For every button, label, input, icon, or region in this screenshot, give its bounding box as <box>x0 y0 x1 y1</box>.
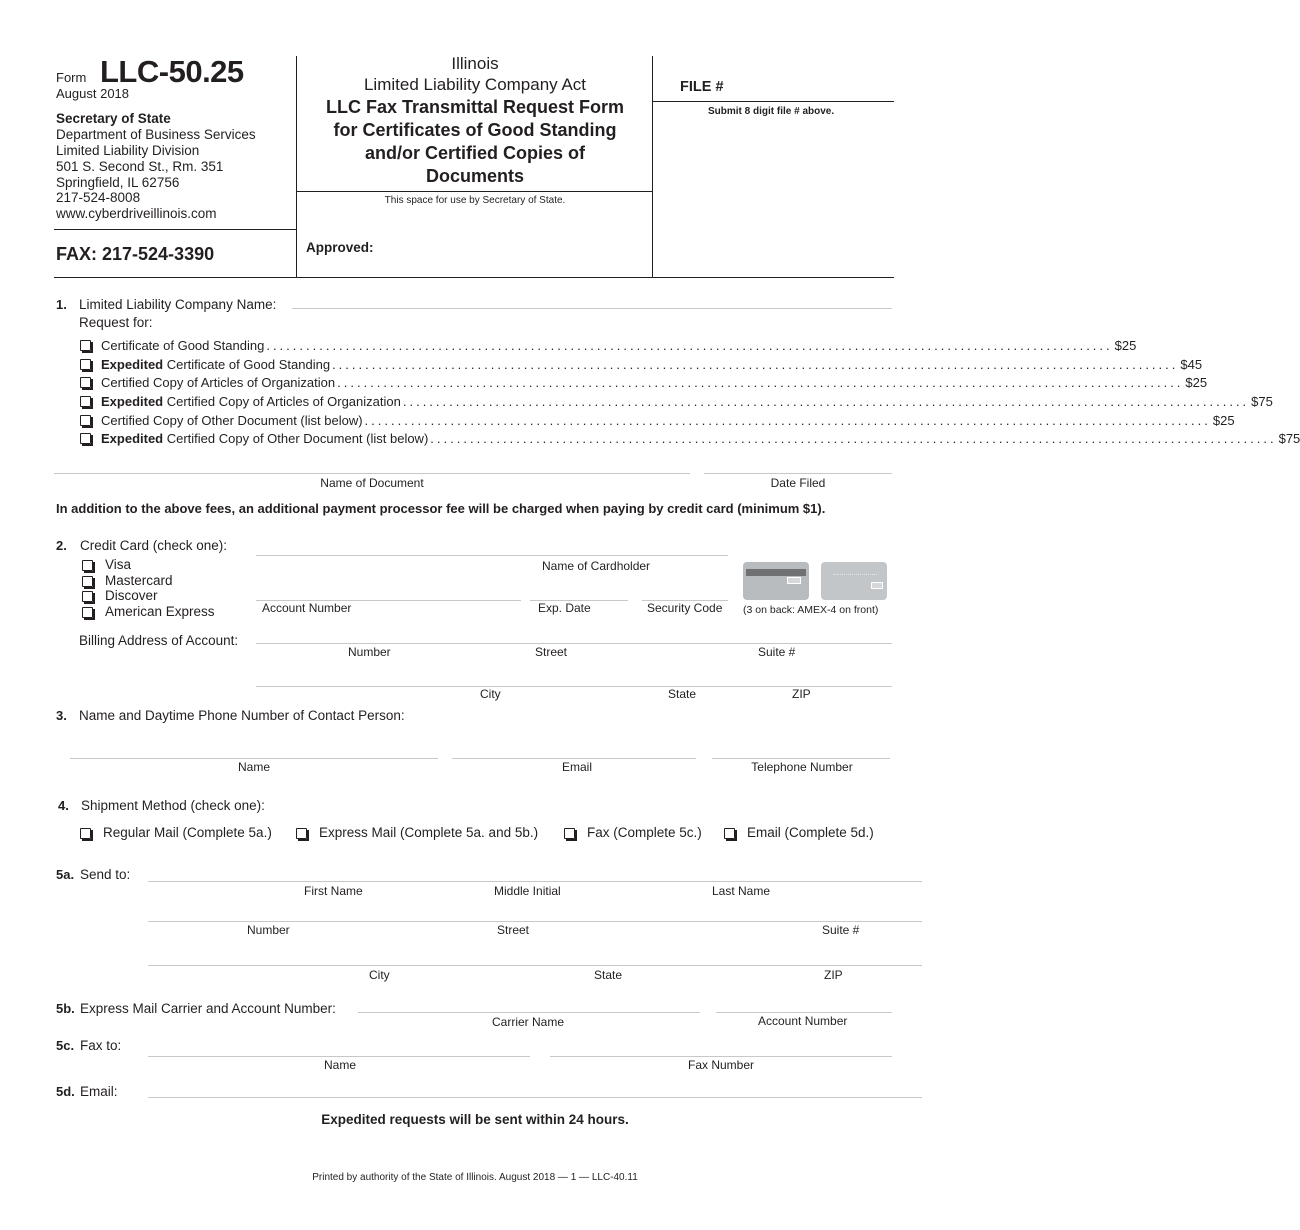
shipment-option-fax[interactable] <box>564 825 702 840</box>
fax-number-caption: Fax Number <box>688 1058 755 1072</box>
file-number-note: Submit 8 digit file # above. <box>708 106 835 117</box>
option-price: $45 <box>1180 357 1203 372</box>
form-title-line: Documents <box>425 166 524 186</box>
request-option[interactable] <box>80 411 1235 430</box>
office-name: Secretary of State <box>56 111 171 126</box>
last-name-caption: Last Name <box>712 884 771 898</box>
option-label: Express Mail (Complete 5a. and 5b.) <box>319 825 539 840</box>
option-label: Certified Copy of Articles of Organization <box>101 375 336 390</box>
billing-street-caption: Street <box>535 645 568 659</box>
request-option[interactable] <box>80 373 1208 392</box>
leader-dots: ................................................................................................................................ <box>402 394 1250 409</box>
fax-number: FAX: 217-524-3390 <box>56 244 215 264</box>
divider <box>54 229 297 230</box>
date-filed-caption: Date Filed <box>770 476 826 490</box>
section-number: 5a. <box>56 867 75 882</box>
divider <box>652 56 653 278</box>
exp-date-caption: Exp. Date <box>538 601 591 615</box>
checkbox[interactable] <box>80 828 91 839</box>
number-caption: Number <box>247 923 290 937</box>
divider <box>296 56 297 278</box>
card-back-icon <box>743 562 809 600</box>
option-label: Certified Copy of Articles of Organization <box>163 394 401 409</box>
contact-label: Name and Daytime Phone Number of Contact Person: <box>79 708 405 723</box>
address-line: 501 S. Second St., Rm. 351 <box>56 159 224 174</box>
street-caption: Street <box>497 923 530 937</box>
request-option[interactable] <box>80 336 1137 355</box>
divider <box>297 191 653 192</box>
option-price: $75 <box>1278 431 1300 446</box>
cardholder-caption: Name of Cardholder <box>542 559 651 573</box>
fax-to-label: Fax to: <box>80 1038 122 1053</box>
middle-initial-caption: Middle Initial <box>494 884 561 898</box>
billing-city-caption: City <box>480 687 501 701</box>
checkbox[interactable] <box>82 607 93 618</box>
leader-dots: ................................................................................................................................ <box>430 431 1277 446</box>
section-number: 4. <box>58 798 69 813</box>
card-label: Mastercard <box>105 573 173 588</box>
form-word: Form <box>56 70 87 85</box>
billing-address-line1-field[interactable] <box>256 643 892 644</box>
expedited-label: Expedited <box>101 394 164 409</box>
address-line: Springfield, IL 62756 <box>56 175 180 190</box>
section-number: 3. <box>56 708 67 723</box>
document-name-caption: Name of Document <box>320 476 424 490</box>
card-label: Visa <box>105 557 132 572</box>
checkbox[interactable] <box>80 377 91 388</box>
checkbox[interactable] <box>80 415 91 426</box>
section-number: 2. <box>56 538 67 553</box>
contact-phone-field[interactable] <box>712 758 890 759</box>
checkbox[interactable] <box>80 359 91 370</box>
shipment-option-express[interactable] <box>296 825 538 840</box>
form-number: LLC-50.25 <box>100 54 244 89</box>
carrier-name-field[interactable] <box>358 1012 700 1013</box>
card-label: American Express <box>105 604 215 619</box>
zip-caption: ZIP <box>824 968 843 982</box>
expedite-note: Expedited requests will be sent within 24 hours. <box>321 1112 629 1127</box>
billing-number-caption: Number <box>348 645 391 659</box>
request-option[interactable] <box>80 429 1300 448</box>
section-number: 5d. <box>56 1084 75 1099</box>
billing-suite-caption: Suite # <box>758 645 796 659</box>
checkbox[interactable] <box>80 396 91 407</box>
llc-name-field[interactable] <box>292 308 892 309</box>
address-line: Limited Liability Division <box>56 143 200 158</box>
shipment-option-email[interactable] <box>724 825 874 840</box>
form-title-line: LLC Fax Transmittal Request Form <box>325 97 625 117</box>
footer: Printed by authority of the State of Illinois. August 2018 — 1 — LLC-40.11 <box>312 1172 638 1183</box>
option-label: Certified Copy of Other Document (list below) <box>163 431 429 446</box>
fee-note: In addition to the above fees, an additional payment processor fee will be charged when paying by credit card (minimum $1). <box>56 501 826 516</box>
shipment-option-regular[interactable] <box>80 825 272 840</box>
account-number-caption: Account Number <box>262 601 352 615</box>
email-label: Email: <box>80 1084 118 1099</box>
shipment-label: Shipment Method (check one): <box>81 798 265 813</box>
form-title-line: and/or Certified Copies of <box>364 143 586 163</box>
checkbox[interactable] <box>80 340 91 351</box>
section-number: 5c. <box>56 1038 75 1053</box>
option-label: Certificate of Good Standing <box>101 338 265 353</box>
leader-dots: ................................................................................................................................ <box>332 357 1179 372</box>
sos-use-note: This space for use by Secretary of State. <box>384 195 566 206</box>
send-to-city-field[interactable] <box>148 965 922 966</box>
form-date: August 2018 <box>56 86 130 101</box>
checkbox[interactable] <box>724 828 735 839</box>
fax-number-field[interactable] <box>550 1056 892 1057</box>
card-option-visa[interactable] <box>82 557 131 572</box>
contact-email-caption: Email <box>561 760 592 774</box>
fax-name-caption: Name <box>324 1058 357 1072</box>
suite-caption: Suite # <box>822 923 860 937</box>
card-option-amex[interactable] <box>82 604 215 619</box>
file-number-field[interactable] <box>653 101 894 102</box>
security-code-caption: Security Code <box>647 601 723 615</box>
carrier-name-caption: Carrier Name <box>492 1015 565 1029</box>
state-name: Illinois <box>451 54 499 73</box>
file-number-label: FILE # <box>680 79 724 95</box>
option-price: $25 <box>1185 375 1208 390</box>
card-option-discover[interactable] <box>82 588 158 603</box>
address-line: Department of Business Services <box>56 127 256 142</box>
billing-zip-caption: ZIP <box>792 687 811 701</box>
phone-number: 217-524-8008 <box>56 190 141 205</box>
header-bottom-rule <box>54 277 894 278</box>
leader-dots: ................................................................................................................................ <box>266 338 1113 353</box>
carrier-account-field[interactable] <box>716 1012 892 1013</box>
expedited-label: Expedited <box>101 357 164 372</box>
state-caption: State <box>594 968 623 982</box>
contact-name-caption: Name <box>237 760 270 774</box>
checkbox[interactable] <box>564 828 575 839</box>
section-number: 5b. <box>56 1001 75 1016</box>
city-caption: City <box>369 968 390 982</box>
billing-address-label: Billing Address of Account: <box>79 633 239 648</box>
option-price: $25 <box>1114 338 1137 353</box>
website: www.cyberdriveillinois.com <box>56 206 217 221</box>
email-field[interactable] <box>148 1097 922 1098</box>
contact-email-field[interactable] <box>452 758 696 759</box>
checkbox[interactable] <box>82 560 93 571</box>
first-name-caption: First Name <box>304 884 363 898</box>
express-carrier-label: Express Mail Carrier and Account Number: <box>80 1001 336 1016</box>
credit-card-label: Credit Card (check one): <box>80 538 228 553</box>
leader-dots: ................................................................................................................................ <box>364 413 1211 428</box>
option-price: $25 <box>1212 413 1235 428</box>
carrier-account-caption: Account Number <box>758 1014 848 1028</box>
request-option[interactable] <box>80 355 1203 374</box>
option-label: Email (Complete 5d.) <box>747 825 874 840</box>
option-price: $75 <box>1251 394 1273 409</box>
fax-name-field[interactable] <box>148 1056 530 1057</box>
checkbox[interactable] <box>82 576 93 587</box>
document-name-field[interactable] <box>54 473 690 474</box>
send-to-label: Send to: <box>80 867 131 882</box>
cardholder-name-field[interactable] <box>256 555 728 556</box>
send-to-name-field[interactable] <box>148 881 922 882</box>
contact-phone-caption: Telephone Number <box>751 760 853 774</box>
send-to-address-field[interactable] <box>148 921 922 922</box>
act-name: Limited Liability Company Act <box>363 75 587 94</box>
leader-dots: ................................................................................................................................ <box>337 375 1184 390</box>
request-option[interactable] <box>80 392 1273 411</box>
approved-label: Approved: <box>306 240 374 255</box>
card-label: Discover <box>105 588 158 603</box>
option-label: Certificate of Good Standing <box>163 357 331 372</box>
checkbox[interactable] <box>296 828 307 839</box>
section-number: 1. <box>56 297 67 312</box>
card-option-mastercard[interactable] <box>82 573 173 588</box>
contact-name-field[interactable] <box>70 758 438 759</box>
security-code-note: (3 on back: AMEX-4 on front) <box>743 604 879 616</box>
option-label: Fax (Complete 5c.) <box>587 825 702 840</box>
checkbox[interactable] <box>80 433 91 444</box>
card-front-icon <box>821 562 887 600</box>
date-filed-field[interactable] <box>704 473 892 474</box>
llc-name-label: Limited Liability Company Name: <box>79 297 277 312</box>
option-label: Regular Mail (Complete 5a.) <box>103 825 272 840</box>
billing-state-caption: State <box>668 687 697 701</box>
form-title-line: for Certificates of Good Standing <box>333 120 617 140</box>
checkbox[interactable] <box>82 591 93 602</box>
request-label: Request for: <box>79 315 153 330</box>
option-label: Certified Copy of Other Document (list below) <box>101 413 363 428</box>
expedited-label: Expedited <box>101 431 164 446</box>
